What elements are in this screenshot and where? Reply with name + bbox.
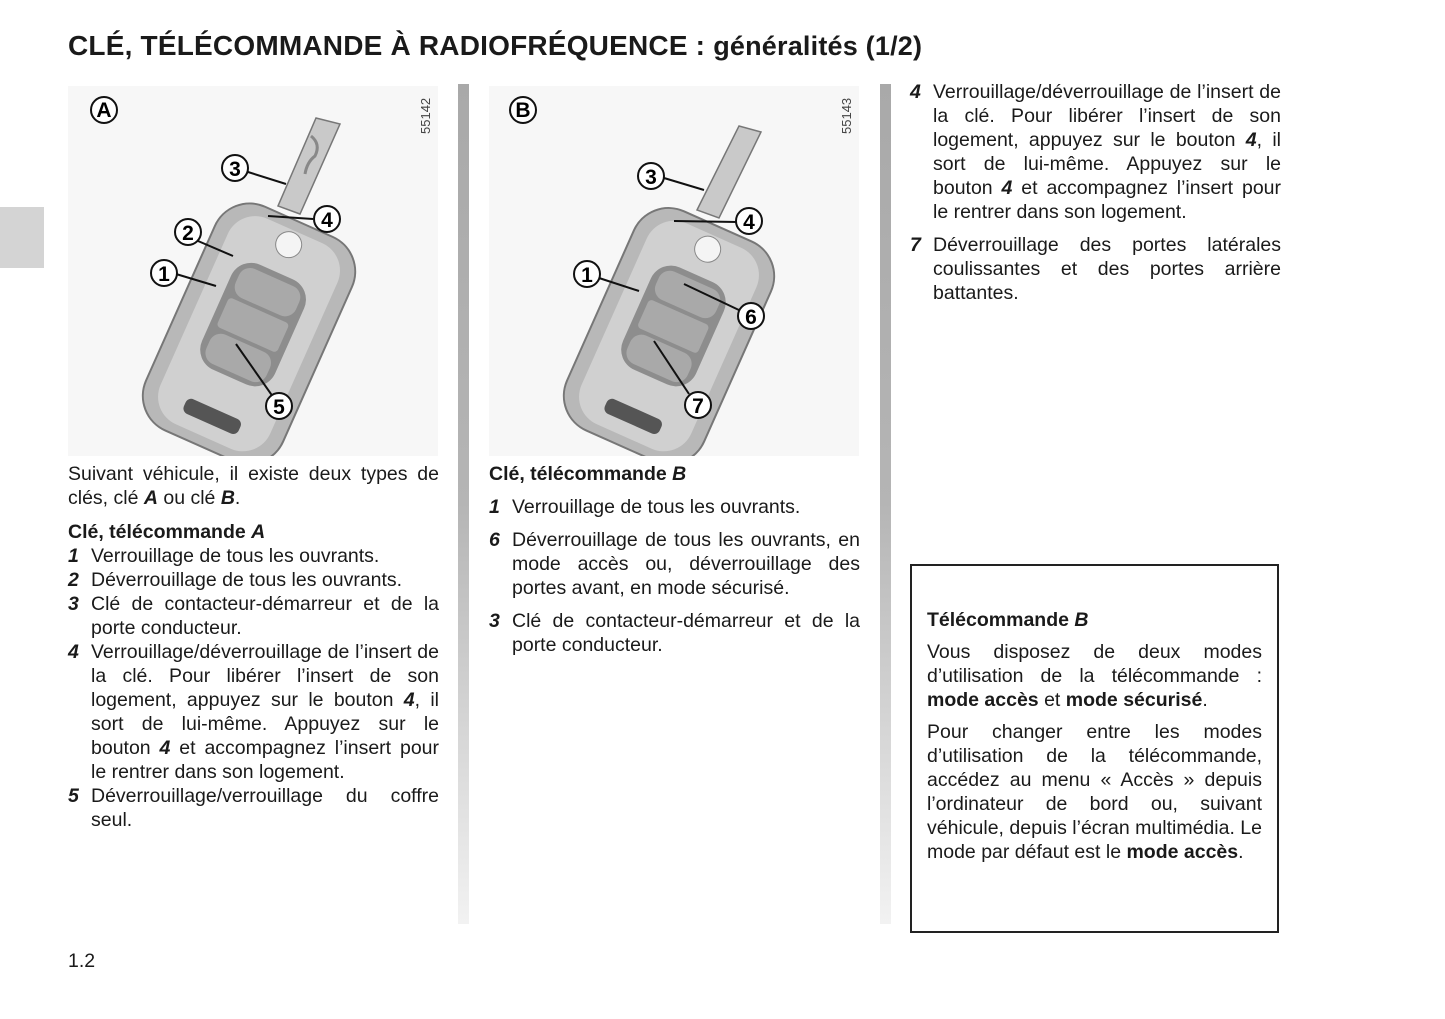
- callout-3: 3: [229, 158, 241, 181]
- emphasis-text: mode sécurisé: [1065, 689, 1203, 711]
- text-run: , il sort de lui-même. Appuyez sur le bouton: [933, 129, 1282, 199]
- figure-reference: 55142: [418, 97, 433, 134]
- item-number: 3: [489, 610, 500, 632]
- emphasis-text: 4: [1245, 129, 1257, 151]
- section-heading-key-a: [68, 520, 439, 544]
- text-run: Clé de contacteur-démarreur et de la porte conducteur.: [512, 610, 860, 656]
- text-run: et accompagnez l’insert pour le rentrer dans son logement.: [91, 737, 440, 783]
- key-b-list: [489, 495, 860, 657]
- text-run: ou clé: [157, 487, 221, 509]
- text-run: , il sort de lui-même. Appuyez sur le bouton: [91, 689, 440, 759]
- emphasis-text: A: [143, 487, 158, 509]
- text-run: Clé de contacteur-démarreur et de la porte conducteur.: [91, 593, 439, 639]
- text-run: Verrouillage/déverrouillage de l’insert de la clé. Pour libérer l’insert de son logement, appuyez sur le bouton: [91, 641, 439, 711]
- item-number: 4: [68, 641, 79, 663]
- list-item: [68, 544, 439, 568]
- item-text: [933, 233, 1281, 305]
- text-run: Déverrouillage des portes latérales coulissantes et des portes arrière battantes.: [933, 234, 1281, 304]
- emphasis-text: 4: [403, 689, 415, 711]
- figure-letter-a: [91, 97, 117, 123]
- list-item: [910, 233, 1281, 305]
- callout-1: 1: [158, 263, 170, 286]
- list-item: [68, 784, 439, 832]
- emphasis-text: mode accès: [1126, 841, 1239, 863]
- key-b-drawing: [552, 126, 787, 456]
- list-item: [489, 495, 860, 519]
- text-run: .: [1238, 841, 1244, 863]
- text-run: Vous disposez de deux modes d’utilisation de la télécommande :: [927, 641, 1262, 687]
- item-text: [512, 528, 860, 600]
- callout-1: 1: [581, 264, 593, 287]
- list-item: [489, 609, 860, 657]
- item-number: 5: [68, 785, 79, 807]
- item-text: [91, 592, 439, 640]
- callout-6: 6: [745, 306, 757, 329]
- item-number: 2: [68, 569, 79, 591]
- box-paragraph: [927, 720, 1262, 864]
- text-run: Clé, télécommande: [489, 463, 673, 485]
- item-text: [512, 495, 860, 519]
- text-run: Verrouillage de tous les ouvrants.: [512, 496, 801, 518]
- text-run: Verrouillage/déverrouillage de l’insert de la clé. Pour libérer l’insert de son logement, appuyez sur le bouton: [933, 81, 1281, 151]
- item-text: [512, 609, 860, 657]
- box-heading: [927, 608, 1262, 632]
- text-run: Télécommande: [927, 609, 1075, 631]
- text-run: Déverrouillage/verrouillage du coffre seul.: [91, 785, 439, 831]
- key-a-illustration: [68, 86, 438, 456]
- emphasis-text: 4: [159, 737, 171, 759]
- key-a-drawing: [131, 118, 368, 456]
- page-number: 1.2: [68, 950, 96, 972]
- title-main: CLÉ, TÉLÉCOMMANDE À RADIOFRÉQUENCE :: [68, 30, 714, 61]
- intro-paragraph: [68, 462, 439, 510]
- box-paragraph: [927, 640, 1262, 712]
- text-run: Suivant véhicule, il existe deux types de clés, clé: [68, 463, 439, 509]
- item-text: [91, 784, 439, 832]
- section-tab: [0, 207, 44, 268]
- callout-5: 5: [273, 396, 285, 419]
- callout-7: 7: [692, 395, 704, 418]
- item-number: 1: [489, 496, 500, 518]
- list-item: [68, 568, 439, 592]
- emphasis-text: mode accès: [927, 689, 1039, 711]
- column-divider: [458, 84, 469, 924]
- text-run: .: [1202, 689, 1208, 711]
- item-number: 7: [910, 234, 921, 256]
- item-text: [91, 640, 439, 784]
- emphasis-text: B: [1074, 609, 1089, 631]
- emphasis-text: B: [220, 487, 235, 509]
- text-run: .: [234, 487, 241, 509]
- title-sub: généralités (1/2): [713, 31, 923, 61]
- emphasis-text: A: [251, 521, 266, 543]
- list-item: [910, 80, 1281, 224]
- figure-letter: B: [515, 99, 531, 122]
- emphasis-text: 4: [1001, 177, 1013, 199]
- callout-3: 3: [645, 166, 657, 189]
- page-title: [68, 30, 922, 62]
- list-item: [68, 640, 439, 784]
- item-number: 3: [68, 593, 79, 615]
- item-text: [91, 568, 439, 592]
- text-run: Pour changer entre les modes d’utilisation de la télécommande, accédez au menu « Accès » depuis l’ordinateur de bord ou, suivant véhicule, depuis l’écran multimédia. Le mode par défaut est le: [927, 721, 1262, 863]
- emphasis-text: B: [672, 463, 687, 485]
- column-1: [68, 462, 439, 832]
- column-2: [489, 462, 860, 666]
- figure-letter: A: [96, 99, 112, 122]
- text-run: et accompagnez l’insert pour le rentrer dans son logement.: [933, 177, 1282, 223]
- figure-reference: 55143: [839, 97, 854, 134]
- callout-4: 4: [321, 209, 333, 232]
- item-text: [91, 544, 439, 568]
- item-number: 4: [910, 81, 921, 103]
- item-number: 6: [489, 529, 500, 551]
- text-run: Verrouillage de tous les ouvrants.: [91, 545, 380, 567]
- text-run: Clé, télécommande: [68, 521, 252, 543]
- text-run: et: [1038, 689, 1066, 711]
- column-3: [910, 80, 1281, 314]
- text-run: Déverrouillage de tous les ouvrants, en mode accès ou, déverrouillage des portes avant, en mode sécurisé.: [512, 529, 860, 599]
- list-item: [68, 592, 439, 640]
- list-item: [489, 528, 860, 600]
- text-run: Déverrouillage de tous les ouvrants.: [91, 569, 403, 591]
- item-number: 1: [68, 545, 79, 567]
- column-divider: [880, 84, 891, 924]
- key-b-illustration: [489, 86, 859, 456]
- key-a-list: [68, 544, 439, 832]
- remote-b-info-box: [910, 564, 1279, 933]
- key-b-list-continued: [910, 80, 1281, 305]
- callout-4: 4: [743, 211, 755, 234]
- figure-letter-b: [510, 97, 536, 123]
- item-text: [933, 80, 1281, 224]
- section-heading-key-b: [489, 462, 860, 486]
- callout-2: 2: [182, 222, 194, 245]
